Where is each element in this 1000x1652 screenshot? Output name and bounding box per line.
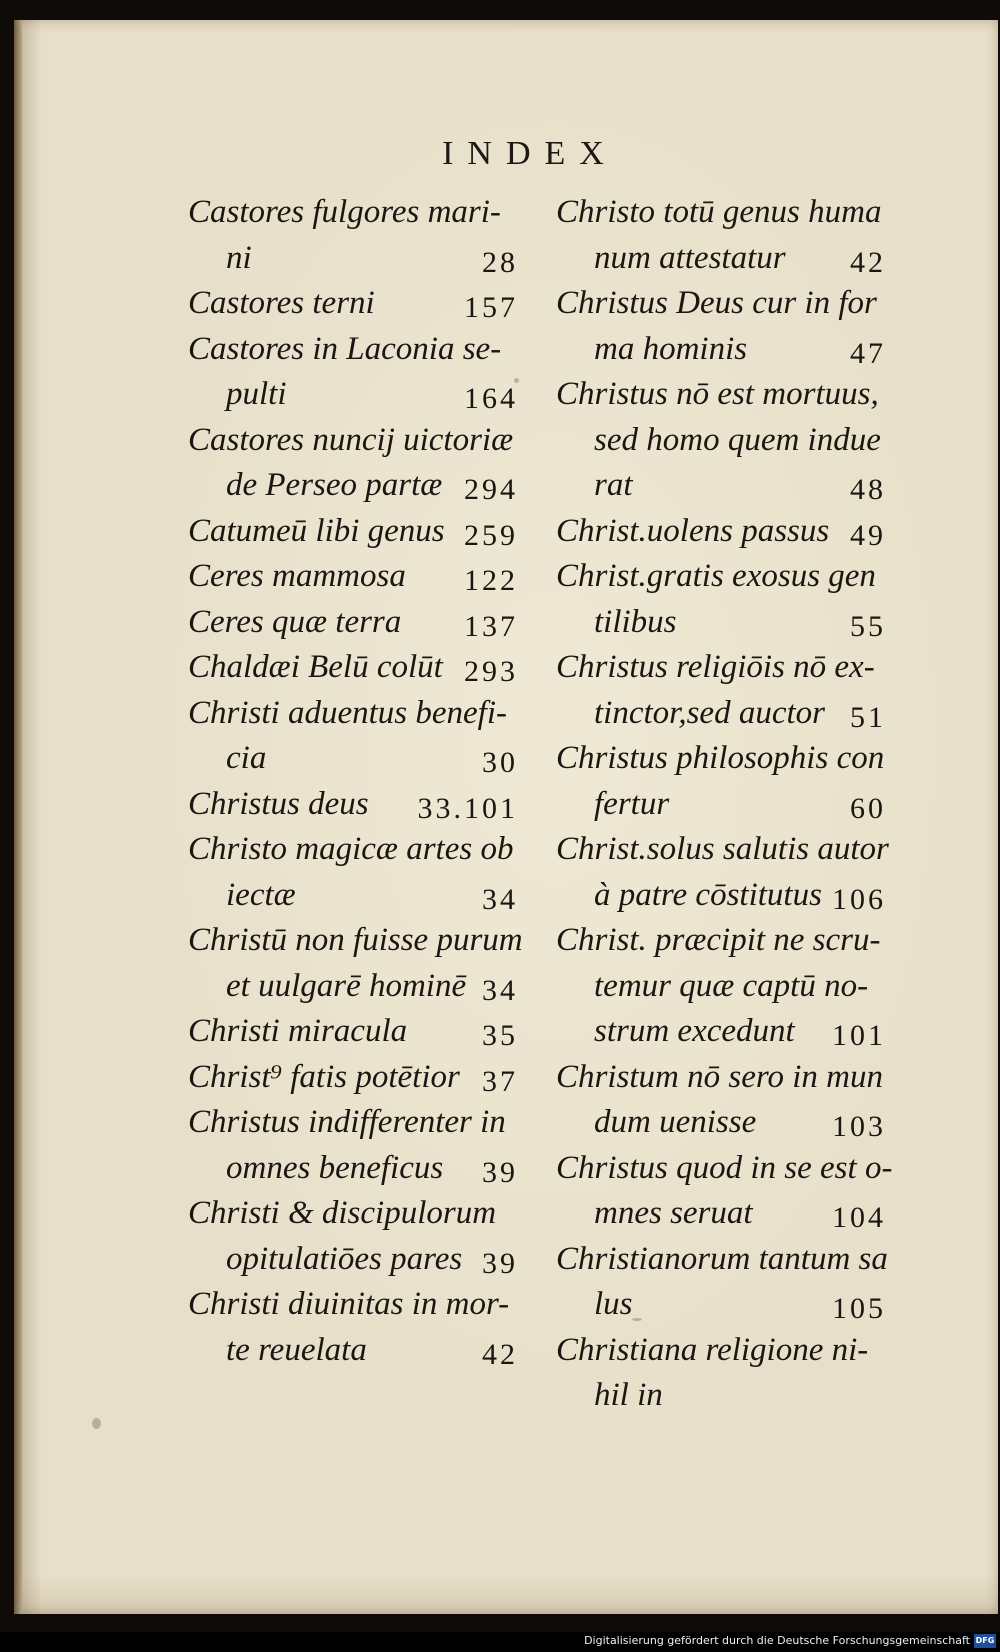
index-entry-continuation: [556, 782, 886, 828]
page-reference: 34: [482, 973, 518, 1007]
index-entry-text: strum excedunt: [594, 1013, 795, 1049]
page-reference: 42: [482, 1337, 518, 1371]
index-entry: [188, 327, 518, 418]
page-reference: 51: [850, 700, 886, 734]
index-entry: [556, 1237, 886, 1328]
index-entry: [188, 600, 518, 646]
index-entry-headword: [188, 691, 518, 737]
index-entry: [556, 554, 886, 645]
index-entry-text: Christo magicæ artes ob: [188, 831, 514, 867]
index-entry-text: Ceres quæ terra: [188, 603, 402, 640]
page-reference: 164: [464, 382, 518, 415]
index-entry-text: Christi miracula: [188, 1013, 408, 1049]
index-entry: [556, 827, 889, 918]
index-entry-continuation: [556, 1191, 886, 1237]
index-entry-text: Christū non fuisse purum: [188, 922, 523, 958]
index-entry: [188, 554, 518, 600]
index-entry-headword: [188, 782, 518, 828]
index-entry-headword: [188, 1100, 518, 1146]
index-entry-headword: [556, 1328, 886, 1374]
page-reference: 55: [850, 609, 886, 643]
page-reference: 137: [464, 609, 518, 643]
index-entry-text: Castores nuncij uictoriæ: [188, 421, 514, 458]
index-entry-text: mnes seruat: [594, 1195, 753, 1231]
page-reference: 104: [832, 1201, 886, 1234]
index-entry-text: tilibus: [594, 603, 677, 640]
index-entry-continuation: [188, 736, 518, 782]
page-reference: 39: [482, 1246, 518, 1280]
index-entry-text: Christ⁹ fatis potētior: [188, 1058, 460, 1095]
index-entry-text: tinctor,sed auctor: [594, 694, 825, 731]
index-entry-text: Ceres mammosa: [188, 558, 406, 594]
index-entry-text: omnes beneficus: [226, 1149, 444, 1186]
index-entry-text: Christum nō sero in mun: [556, 1058, 883, 1095]
index-entry: [188, 827, 518, 918]
index-entry-headword: [556, 1237, 886, 1283]
index-entry-continuation: [556, 236, 886, 282]
index-entry: [188, 1282, 518, 1373]
index-entry-text: Christi aduentus benefi-: [188, 694, 507, 731]
index-entry: [188, 1100, 518, 1191]
index-entry-continuation: [556, 1373, 886, 1419]
page-reference: 103: [832, 1110, 886, 1143]
index-entry-continuation: [188, 236, 518, 282]
index-entry-continuation: [188, 873, 518, 919]
index-entry: [188, 509, 518, 555]
page-reference: 122: [464, 564, 518, 597]
index-entry-headword: [556, 736, 886, 782]
index-entry: [188, 281, 518, 327]
index-entry-text: Christ.solus salutis autor: [556, 831, 889, 867]
index-entry-continuation: [556, 1009, 886, 1055]
index-entry-headword: [188, 645, 518, 691]
index-entry-continuation: [556, 1100, 886, 1146]
index-entry-text: rat: [594, 467, 633, 503]
index-entry-headword: [556, 281, 886, 327]
index-entry-text: ni: [226, 239, 252, 276]
index-entry: [188, 782, 518, 828]
index-entry-text: Chaldæi Belū colūt: [188, 649, 443, 685]
index-entry-text: Christus nō est mortuus,: [556, 376, 879, 412]
index-entry: [188, 918, 523, 1009]
index-entry: [556, 190, 886, 281]
index-entry-continuation: [556, 691, 886, 737]
index-entry-continuation: [556, 1282, 886, 1328]
index-entry-text: Christus philosophis con: [556, 740, 885, 776]
page-reference: 105: [832, 1292, 886, 1325]
index-entry-text: ma hominis: [594, 330, 748, 367]
index-entry: [556, 645, 886, 736]
index-entry-headword: [188, 281, 518, 327]
page-reference: 293: [464, 655, 518, 688]
index-entry-text: Catumeū libi genus: [188, 512, 445, 549]
page-reference: 49: [850, 518, 886, 552]
index-entry-text: Christi & discipulorum: [188, 1195, 497, 1231]
index-entry-headword: [556, 554, 886, 600]
index-entry-continuation: [188, 1237, 518, 1283]
page-reference: 157: [464, 291, 518, 324]
index-entry-text: Christ. præcipit ne scru-: [556, 922, 881, 958]
page-reference: 37: [482, 1064, 518, 1098]
index-entry-continuation: [188, 1328, 518, 1374]
index-entry-headword: [188, 418, 518, 464]
index-entry: [188, 418, 518, 509]
index-entry-text: Castores in Laconia se-: [188, 330, 502, 367]
paper-stain: [92, 1418, 101, 1429]
index-entry: [556, 372, 886, 509]
index-entry-headword: [556, 190, 886, 236]
index-entry-text: Christiana religione ni-: [556, 1331, 869, 1368]
index-entry-headword: [188, 827, 518, 873]
index-entry-continuation: [556, 873, 886, 919]
index-entry-text: à patre cōstitutus: [594, 876, 822, 913]
index-entry-headword: [556, 372, 886, 418]
index-entry-text: Christus indifferenter in: [188, 1104, 506, 1140]
page-reference: 33.101: [417, 791, 518, 825]
index-entry-text: Castores terni: [188, 285, 375, 321]
index-entry-text: Christus religiōis nō ex-: [556, 649, 875, 685]
index-entry-headword: [556, 1055, 886, 1101]
index-entry-headword: [556, 645, 886, 691]
page-reference: 48: [850, 473, 886, 506]
index-entry-headword: [188, 190, 518, 236]
index-entry-continuation: [188, 372, 518, 418]
page-reference: 30: [482, 746, 518, 779]
index-entry-headword: [556, 509, 886, 555]
index-entry-headword: [556, 918, 886, 964]
index-entry-headword: [188, 509, 518, 555]
index-entry-continuation: [188, 964, 518, 1010]
index-entry: [556, 1328, 886, 1419]
index-entry-text: iectæ: [226, 876, 296, 913]
index-entry: [556, 918, 886, 1055]
digitization-credit: Digitalisierung gefördert durch die Deutsche Forschungsgemeinschaft: [584, 1634, 970, 1647]
index-entry-text: temur quæ captū no-: [594, 967, 869, 1004]
index-entry: [188, 1191, 518, 1282]
page-reference: 47: [850, 336, 886, 370]
index-entry-continuation: [556, 418, 886, 464]
index-entry-text: sed homo quem indue: [594, 421, 881, 458]
index-entry: [188, 1055, 518, 1101]
page-reference: 28: [482, 245, 518, 279]
page-gutter-edge: [14, 20, 22, 1614]
index-entry-headword: [188, 600, 518, 646]
index-entry-text: pulti: [226, 376, 287, 412]
index-entry-continuation: [556, 964, 886, 1010]
index-entry-text: hil in: [594, 1377, 663, 1413]
index-entry: [188, 1009, 518, 1055]
index-entry-headword: [188, 327, 518, 373]
index-entry-text: Christus quod in se est o-: [556, 1149, 893, 1186]
index-entry: [556, 1055, 886, 1146]
index-entry-text: lus: [594, 1286, 633, 1322]
page-reference: 60: [850, 791, 886, 825]
index-entry-headword: [188, 1009, 518, 1055]
index-column-left: [188, 190, 523, 1373]
page-reference: 42: [850, 245, 886, 279]
index-entry-continuation: [556, 600, 886, 646]
index-entry-headword: [188, 554, 518, 600]
index-entry: [188, 645, 518, 691]
index-entry-text: num attestatur: [594, 239, 786, 276]
index-entry-text: cia: [226, 740, 267, 776]
index-entry-text: Christus deus: [188, 785, 369, 822]
index-entry-text: Christianorum tantum sa: [556, 1240, 888, 1277]
page-reference: 39: [482, 1155, 518, 1189]
index-entry: [188, 190, 518, 281]
index-entry-continuation: [188, 463, 518, 509]
index-entry-text: Christo totū genus huma: [556, 194, 882, 230]
index-entry-text: de Perseo partæ: [226, 467, 443, 503]
index-entry-text: opitulatiōes pares: [226, 1240, 463, 1277]
index-entry-text: Castores fulgores mari-: [188, 194, 501, 230]
index-entry-text: dum uenisse: [594, 1104, 757, 1140]
index-entry: [188, 691, 518, 782]
page-reference: 34: [482, 882, 518, 916]
page-reference: 106: [832, 882, 886, 916]
index-entry-continuation: [556, 327, 886, 373]
running-head: INDEX: [442, 135, 618, 172]
index-entry-continuation: [188, 1146, 518, 1192]
index-entry-headword: [188, 918, 523, 964]
index-entry-text: Christi diuinitas in mor-: [188, 1286, 510, 1322]
index-entry-headword: [188, 1191, 518, 1237]
index-entry-text: te reuelata: [226, 1331, 367, 1368]
index-entry-text: et uulgarē hominē: [226, 967, 467, 1004]
index-entry-headword: [188, 1282, 518, 1328]
index-entry-text: Christ.gratis exosus gen: [556, 558, 876, 594]
index-entry: [556, 736, 886, 827]
index-entry-headword: [188, 1055, 518, 1101]
index-entry-headword: [556, 827, 889, 873]
index-entry: [556, 1146, 893, 1237]
index-column-right: [556, 190, 893, 1419]
index-entry-headword: [556, 1146, 893, 1192]
index-entry-continuation: [556, 463, 886, 509]
index-entry: [556, 509, 886, 555]
index-entry-text: Christus Deus cur in for: [556, 285, 877, 321]
dfg-logo: DFG: [974, 1634, 996, 1648]
page-reference: 294: [464, 473, 518, 506]
page-reference: 35: [482, 1019, 518, 1052]
page-reference: 259: [464, 518, 518, 552]
page-reference: 101: [832, 1019, 886, 1052]
index-entry-text: fertur: [594, 785, 670, 822]
index-entry-text: Christ.uolens passus: [556, 512, 830, 549]
index-entry: [556, 281, 886, 372]
